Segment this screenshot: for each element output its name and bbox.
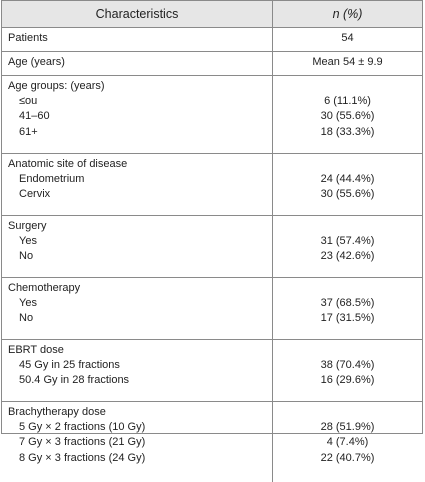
sub-label: 61+ (19, 125, 38, 138)
row-value (273, 405, 422, 420)
row-value: 38 (70.4%) (320, 359, 375, 372)
value-cell (273, 52, 422, 75)
value-cell (273, 154, 422, 215)
row-value: 18 (33.3%) (320, 125, 375, 138)
value-cell (273, 340, 422, 401)
value-cell (273, 76, 422, 153)
sub-label: Yes (19, 235, 37, 248)
table-header (2, 1, 422, 28)
sub-label: Endometrium (19, 173, 85, 186)
row-value: 22 (40.7%) (320, 451, 375, 464)
value-cell (273, 278, 422, 339)
characteristic-cell (2, 278, 273, 339)
value-cell (273, 28, 422, 51)
value-cell (273, 216, 422, 277)
sub-label: Yes (19, 297, 37, 310)
row-label: EBRT dose (8, 344, 64, 356)
characteristic-cell (2, 76, 273, 153)
sub-label: 41–60 (19, 110, 50, 123)
row-label: Surgery (8, 220, 47, 232)
row-group (2, 154, 422, 216)
row-value: 54 (341, 32, 354, 44)
row-label: Brachytherapy dose (8, 406, 106, 418)
row-label: Age (years) (8, 56, 65, 68)
sub-label: 5 Gy × 2 fractions (10 Gy) (19, 421, 146, 434)
row-group (2, 28, 422, 52)
row-value: 4 (7.4%) (326, 436, 369, 449)
sub-label: 45 Gy in 25 fractions (19, 359, 120, 372)
characteristic-cell (2, 28, 273, 51)
header-n-percent: n (%) (332, 7, 363, 21)
row-value: 28 (51.9%) (320, 421, 375, 434)
row-value (273, 157, 422, 172)
row-group (2, 52, 422, 76)
header-characteristics: Characteristics (2, 1, 273, 27)
row-label: Chemotherapy (8, 282, 81, 294)
row-value (273, 79, 422, 94)
row-value: 24 (44.4%) (320, 173, 375, 186)
row-value: 30 (55.6%) (320, 110, 375, 123)
characteristic-cell (2, 52, 273, 75)
sub-label: No (19, 312, 34, 325)
row-value: 37 (68.5%) (320, 297, 375, 310)
characteristic-cell (2, 154, 273, 215)
table-body (2, 28, 422, 482)
row-value: 17 (31.5%) (320, 312, 375, 325)
row-group (2, 76, 422, 154)
sub-label: No (19, 250, 34, 263)
row-group (2, 278, 422, 340)
row-value: Mean 54 ± 9.9 (312, 56, 383, 68)
characteristic-cell (2, 340, 273, 401)
row-value (273, 219, 422, 234)
row-value: 16 (29.6%) (320, 374, 375, 387)
row-label: Patients (8, 32, 48, 44)
sub-label: 7 Gy × 3 fractions (21 Gy) (19, 436, 146, 449)
sub-label: Cervix (19, 188, 51, 201)
characteristics-table (1, 0, 423, 464)
row-label: Anatomic site of disease (8, 158, 128, 170)
row-value (273, 281, 422, 296)
row-group (2, 216, 422, 278)
characteristic-cell (2, 216, 273, 277)
sub-label: 8 Gy × 3 fractions (24 Gy) (19, 451, 146, 464)
row-value: 30 (55.6%) (320, 188, 375, 201)
row-group (2, 340, 422, 402)
value-cell (273, 402, 422, 482)
row-value: 23 (42.6%) (320, 250, 375, 263)
row-group (2, 402, 422, 482)
row-value (273, 343, 422, 358)
row-value: 6 (11.1%) (324, 95, 371, 108)
row-label: Age groups: (years) (8, 80, 105, 92)
sub-label: 50.4 Gy in 28 fractions (19, 374, 130, 387)
row-value: 31 (57.4%) (320, 235, 375, 248)
characteristic-cell (2, 402, 273, 482)
sub-label: ≤ou (19, 95, 38, 108)
